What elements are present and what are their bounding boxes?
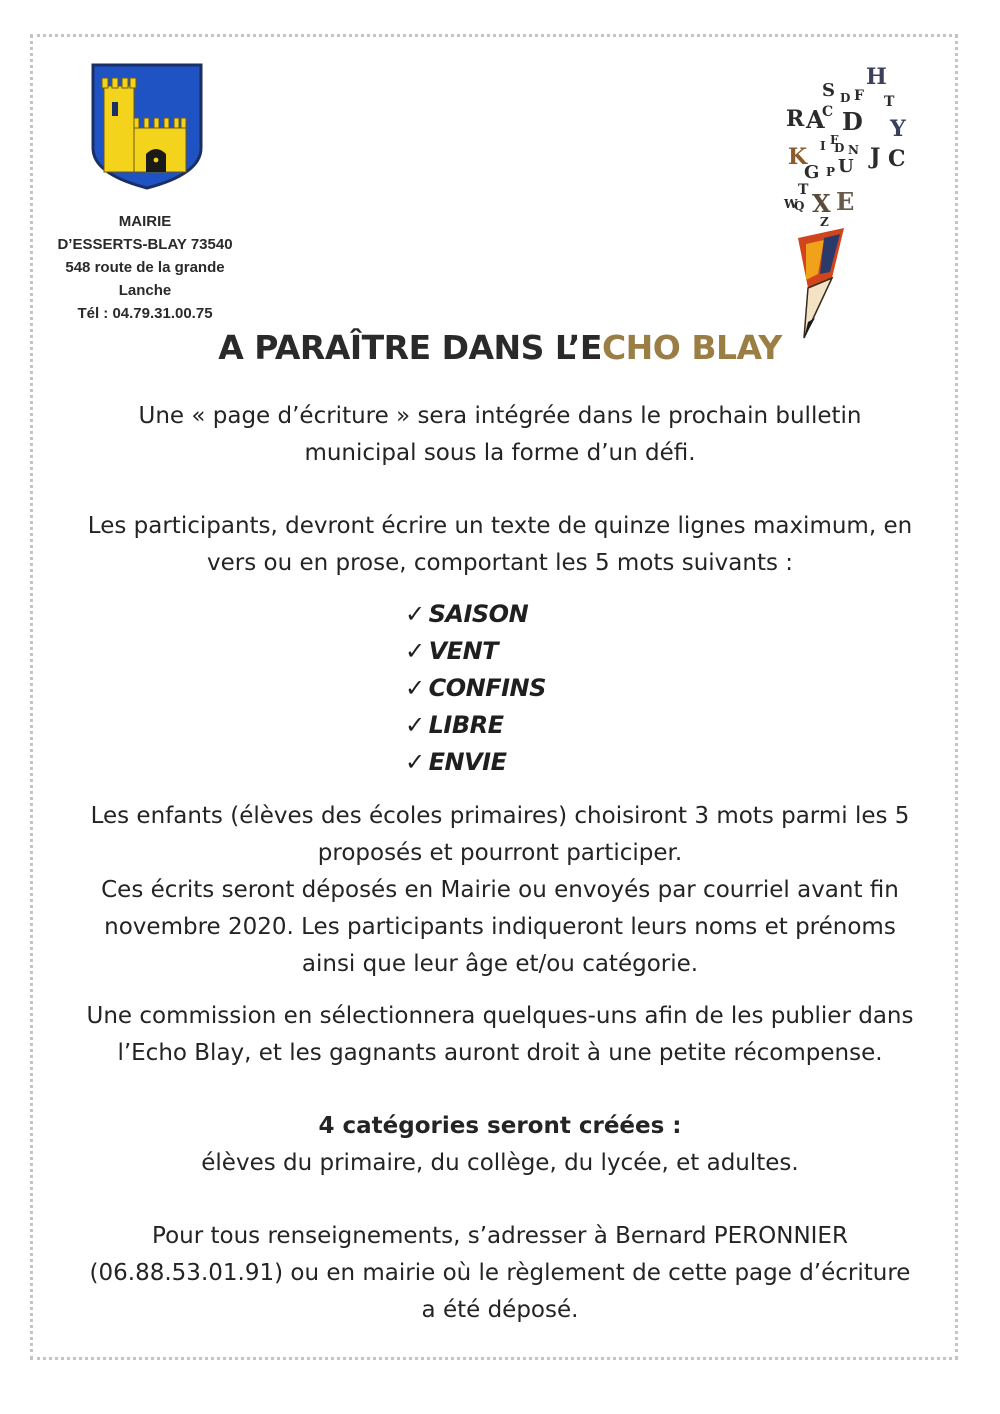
page-title — [0, 328, 1000, 367]
letters-pencil-icon — [770, 60, 930, 360]
check-icon: ✓ — [405, 748, 425, 776]
children-line: proposés et pourront participer. — [317, 840, 683, 866]
illustration-letter: Q — [794, 199, 805, 213]
phone-line: Tél : 04.79.31.00.75 — [77, 305, 213, 322]
contact-line: Pour tous renseignements, s’adresser à Bernard PERONNIER — [152, 1223, 848, 1249]
illustration-letter: P — [826, 165, 836, 179]
word-label: LIBRE — [428, 711, 504, 739]
title-part-2: CHO BLAY — [601, 328, 782, 367]
illustration-letter: W — [784, 197, 798, 211]
illustration-letter: U — [838, 156, 854, 177]
list-item — [405, 744, 546, 781]
list-item — [405, 596, 546, 633]
illustration-letter: A — [806, 105, 825, 134]
commission-paragraph — [40, 998, 960, 1072]
intro-paragraph — [40, 398, 960, 472]
list-item — [405, 670, 546, 707]
categories-paragraph — [40, 1108, 960, 1182]
participants-paragraph — [40, 508, 960, 582]
categories-heading: 4 catégories seront créées : — [318, 1113, 682, 1139]
illustration-letter: T — [884, 94, 895, 110]
illustration-letter: S — [822, 80, 835, 101]
illustration-letter: H — [866, 64, 887, 90]
address-line: 548 route de la grande Lanche — [65, 259, 225, 299]
participants-line: Les participants, devront écrire un texte de quinze lignes maximum, en — [87, 513, 913, 539]
illustration-letter: R — [786, 106, 805, 132]
intro-line: municipal sous la forme d’un défi. — [304, 440, 696, 466]
illustration-letter: C — [822, 104, 834, 120]
categories-text: élèves du primaire, du collège, du lycée, et adultes. — [201, 1150, 799, 1176]
check-icon: ✓ — [405, 711, 425, 739]
illustration-letter: I — [820, 139, 826, 153]
intro-line: Une « page d’écriture » sera intégrée dans le prochain bulletin — [138, 403, 862, 429]
illustration-letter: Z — [820, 215, 829, 229]
commission-line: Une commission en sélectionnera quelques-uns afin de les publier dans — [86, 1003, 914, 1029]
word-label: SAISON — [428, 600, 529, 628]
word-label: VENT — [428, 637, 499, 665]
illustration-letter: K — [788, 144, 808, 170]
illustration-letter: E — [836, 187, 855, 216]
check-icon: ✓ — [405, 600, 425, 628]
illustration-letter: G — [804, 162, 820, 183]
participants-line: vers ou en prose, comportant les 5 mots suivants : — [206, 550, 794, 576]
illustration-letter: X — [812, 189, 831, 218]
mairie-address — [38, 210, 252, 325]
illustration-letter: J — [870, 144, 881, 170]
words-list — [405, 596, 546, 781]
children-paragraph — [40, 798, 960, 983]
commission-line: l’Echo Blay, et les gagnants auront droit à une petite récompense. — [117, 1040, 883, 1066]
illustration-letter: N — [848, 143, 859, 157]
children-line: novembre 2020. Les participants indiqueront leurs noms et prénoms — [104, 914, 896, 940]
illustration-letter: F — [830, 133, 839, 147]
contact-line: a été déposé. — [421, 1297, 579, 1323]
word-label: CONFINS — [428, 674, 546, 702]
children-line: Les enfants (élèves des écoles primaires) choisiront 3 mots parmi les 5 — [90, 803, 910, 829]
castle-crest-icon — [90, 62, 204, 190]
children-line: ainsi que leur âge et/ou catégorie. — [301, 951, 699, 977]
address-line: D’ESSERTS-BLAY 73540 — [57, 236, 233, 253]
illustration-letter: F — [854, 88, 864, 104]
word-label: ENVIE — [428, 748, 507, 776]
list-item — [405, 707, 546, 744]
title-part-1: A PARAÎTRE DANS L’E — [218, 328, 602, 367]
list-item — [405, 633, 546, 670]
illustration-letter: T — [798, 182, 809, 198]
illustration-letter: C — [888, 146, 906, 172]
illustration-letter: D — [842, 107, 863, 136]
illustration-letter: Y — [890, 116, 906, 142]
check-icon: ✓ — [405, 674, 425, 702]
address-line: MAIRIE — [118, 213, 172, 230]
illustration-letter: D — [834, 141, 845, 155]
check-icon: ✓ — [405, 637, 425, 665]
contact-line: (06.88.53.01.91) ou en mairie où le règlement de cette page d’écriture — [89, 1260, 911, 1286]
illustration-letter: D — [840, 91, 851, 105]
children-line: Ces écrits seront déposés en Mairie ou envoyés par courriel avant fin — [101, 877, 899, 903]
contact-paragraph — [40, 1218, 960, 1329]
